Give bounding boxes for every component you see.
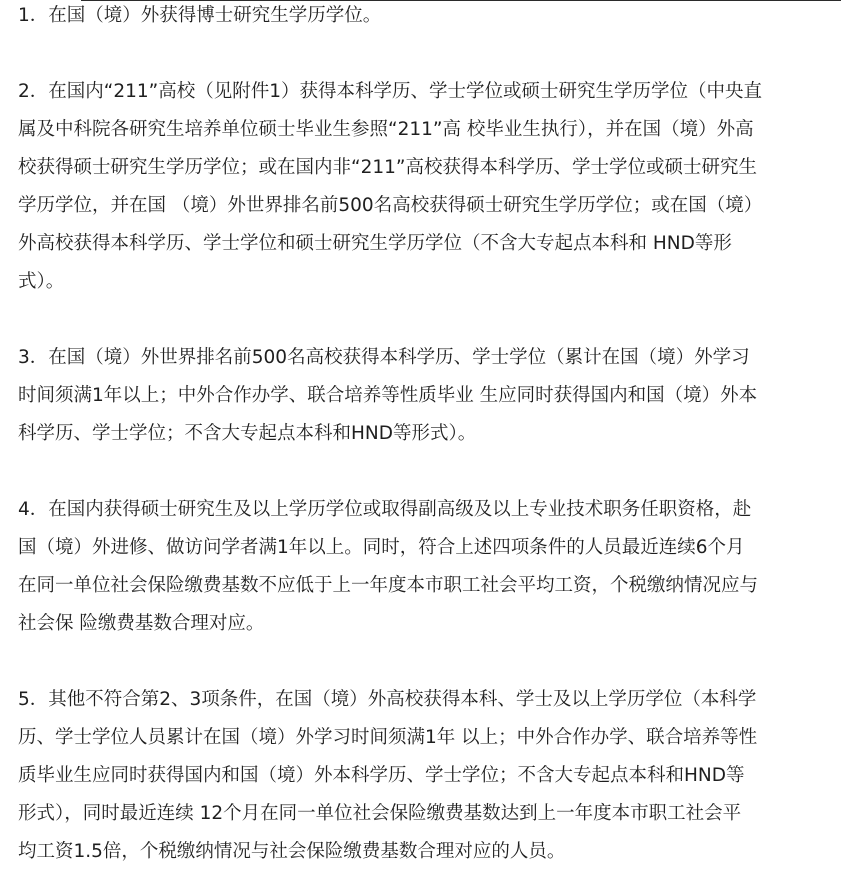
item-2-line-3: 校获得硕士研究生学历学位；或在国内非“211”高校获得本科学历、学士学位或硕士研究生 <box>18 157 757 178</box>
requirement-item-5 <box>18 681 826 871</box>
item-4-line-3: 在同一单位社会保险缴费基数不应低于上一年度本市职工社会平均工资，个税缴纳情况应与 <box>18 575 759 596</box>
requirement-item-1 <box>18 0 826 35</box>
paragraph-gap <box>18 643 826 681</box>
requirement-item-3 <box>18 339 826 453</box>
item-4-line-1: 4．在国内获得硕士研究生及以上学历学位或取得副高级及以上专业技术职务任职资格，赴 <box>18 499 752 520</box>
requirement-item-2 <box>18 73 826 301</box>
item-3-line-3: 科学历、学士学位；不含大专起点本科和HND等形式）。 <box>18 423 477 444</box>
paragraph-gap <box>18 301 826 339</box>
item-5-line-5: 均工资1.5倍，个税缴纳情况与社会保险缴费基数合理对应的人员。 <box>18 841 566 862</box>
item-2-line-2: 属及中科院各研究生培养单位硕士毕业生参照“211”高 校毕业生执行），并在国（境）外高 <box>18 119 754 140</box>
item-4-line-2: 国（境）外进修、做访问学者满1年以上。同时，符合上述四项条件的人员最近连续6个月 <box>18 537 745 558</box>
item-5-line-4: 形式），同时最近连续 12个月在同一单位社会保险缴费基数达到上一年度本市职工社会平 <box>18 803 742 824</box>
item-5-line-2: 历、学士学位人员累计在国（境）外学习时间须满1年 以上；中外合作办学、联合培养等性 <box>18 727 758 748</box>
item-2-line-4: 学历学位，并在国 （境）外世界排名前500名高校获得硕士研究生学历学位；或在国（境） <box>18 195 763 216</box>
requirement-item-4 <box>18 491 826 643</box>
item-5-line-3: 质毕业生应同时获得国内和国（境）外本科学历、学士学位；不含大专起点本科和HND等 <box>18 765 745 786</box>
item-5-line-1: 5．其他不符合第2、3项条件，在国（境）外高校获得本科、学士及以上学历学位（本科学 <box>18 689 757 710</box>
item-3-line-2: 时间须满1年以上；中外合作办学、联合培养等性质毕业 生应同时获得国内和国（境）外本 <box>18 385 758 406</box>
item-4-line-4: 社会保 险缴费基数合理对应。 <box>18 613 265 634</box>
document-body <box>18 0 826 871</box>
item-1-line-1: 1．在国（境）外获得博士研究生学历学位。 <box>18 5 382 26</box>
paragraph-gap <box>18 35 826 73</box>
item-2-line-6: 式）。 <box>18 271 65 292</box>
item-2-line-5: 外高校获得本科学历、学士学位和硕士研究生学历学位（不含大专起点本科和 HND等形 <box>18 233 732 254</box>
paragraph-gap <box>18 453 826 491</box>
item-2-line-1: 2．在国内“211”高校（见附件1）获得本科学历、学士学位或硕士研究生学历学位（中央直 <box>18 81 763 102</box>
item-3-line-1: 3．在国（境）外世界排名前500名高校获得本科学历、学士学位（累计在国（境）外学习 <box>18 347 750 368</box>
